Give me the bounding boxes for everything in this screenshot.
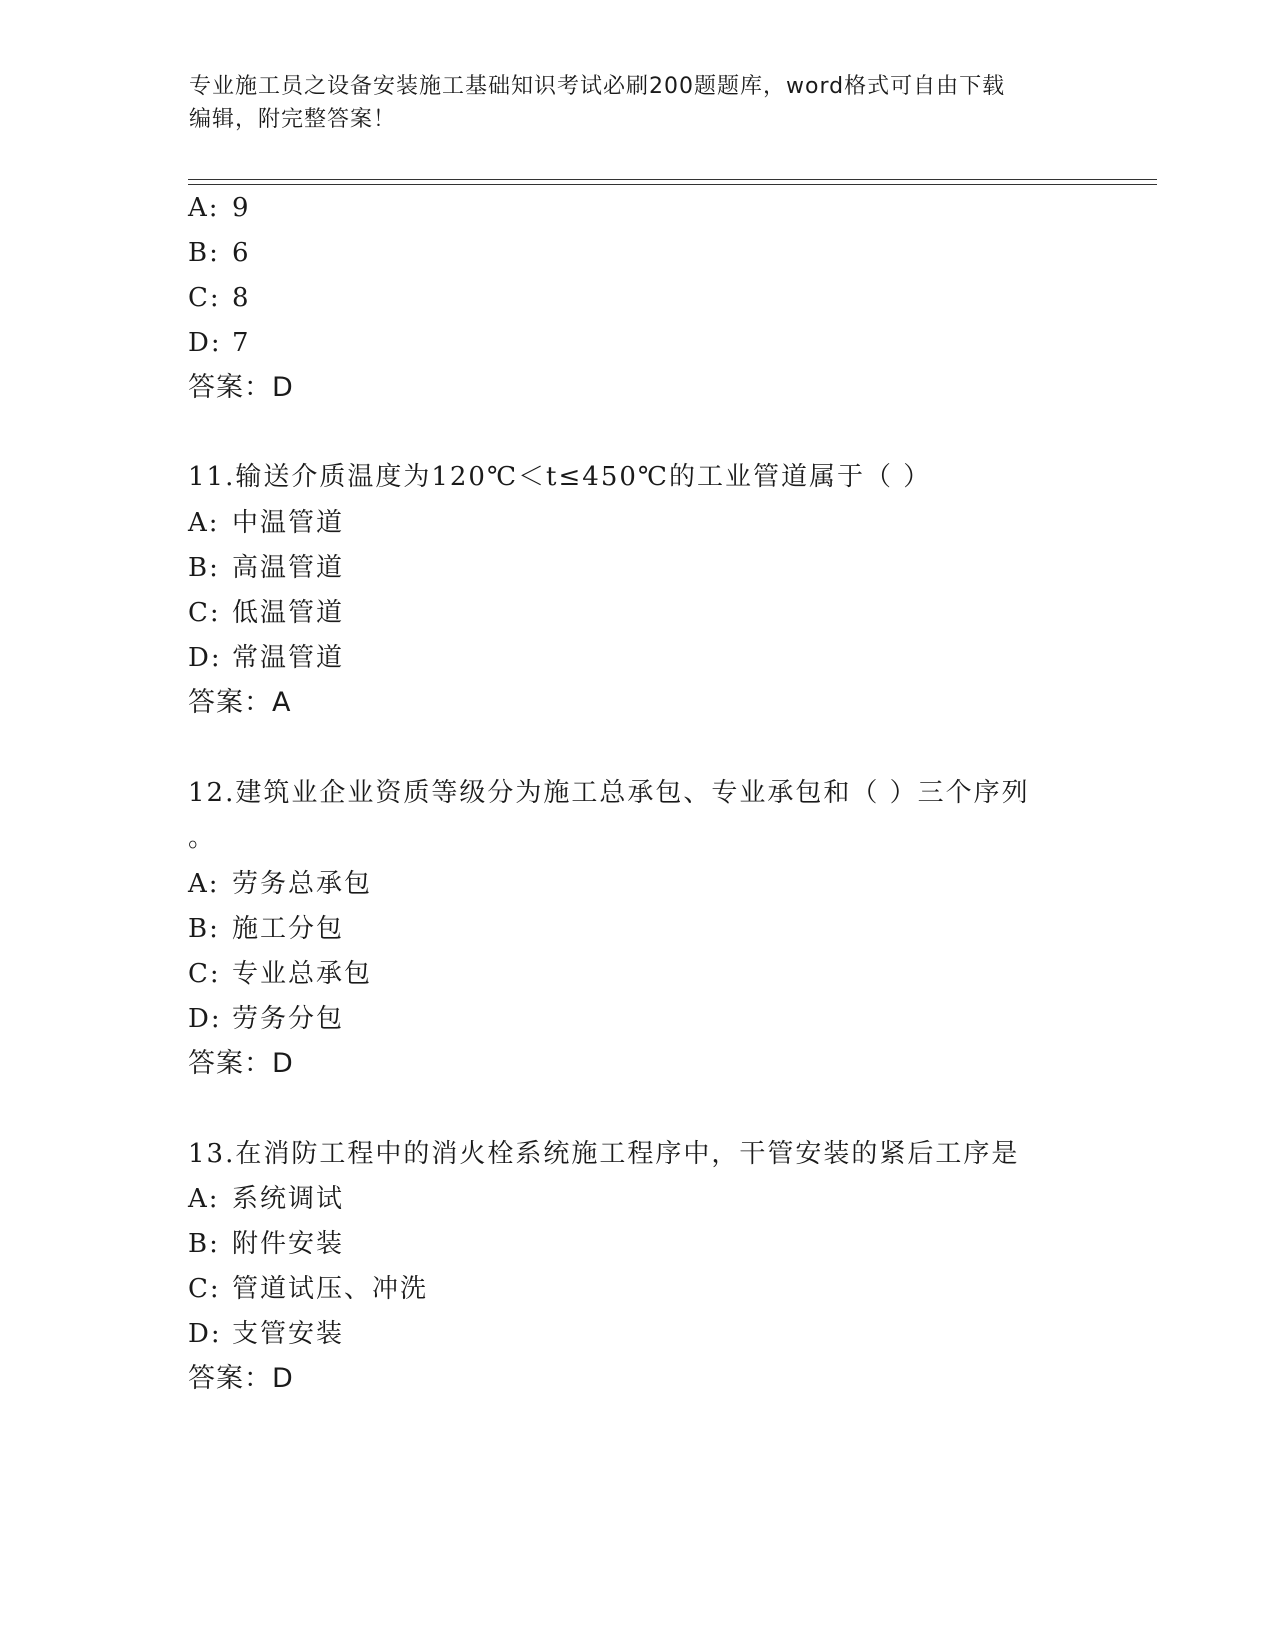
q10-option-b: B: 6 <box>188 238 251 268</box>
q12-option-d: D: 劳务分包 <box>188 1004 345 1034</box>
q11-option-b: B: 高温管道 <box>188 553 345 583</box>
q12-option-c: C: 专业总承包 <box>188 959 373 989</box>
header-line-2: 编辑，附完整答案！ <box>189 107 397 132</box>
q13-question: 13.在消防工程中的消火栓系统施工程序中，干管安装的紧后工序是 <box>188 1139 1020 1169</box>
q11-option-d: D: 常温管道 <box>188 643 345 673</box>
q13-option-d: D: 支管安装 <box>188 1319 345 1349</box>
q12-question: 12.建筑业企业资质等级分为施工总承包、专业承包和（ ）三个序列 <box>188 778 1030 808</box>
q13-option-a: A: 系统调试 <box>188 1184 345 1214</box>
q13-option-c: C: 管道试压、冲洗 <box>188 1274 429 1304</box>
header-line-1: 专业施工员之设备安装施工基础知识考试必刷200题题库，word格式可自由下载 <box>189 74 1006 99</box>
q11-answer: 答案：A <box>188 687 292 718</box>
q12-answer: 答案：D <box>188 1048 294 1079</box>
q13-option-b: B: 附件安装 <box>188 1229 345 1259</box>
q10-option-c: C: 8 <box>188 283 251 313</box>
q12-option-b: B: 施工分包 <box>188 914 345 944</box>
q10-option-a: A: 9 <box>188 193 251 223</box>
q11-option-a: A: 中温管道 <box>188 508 345 538</box>
q13-answer: 答案：D <box>188 1363 294 1394</box>
q11-question: 11.输送介质温度为120℃＜t≤450℃的工业管道属于（ ） <box>188 462 932 492</box>
header-rule-top <box>188 179 1157 180</box>
header-rule-bottom <box>188 184 1157 185</box>
q11-option-c: C: 低温管道 <box>188 598 345 628</box>
document-header <box>189 70 1089 136</box>
q12-option-a: A: 劳务总承包 <box>188 869 373 899</box>
q12-question-continuation: 。 <box>188 823 217 853</box>
q10-answer: 答案：D <box>188 372 294 403</box>
q10-option-d: D: 7 <box>188 328 251 358</box>
